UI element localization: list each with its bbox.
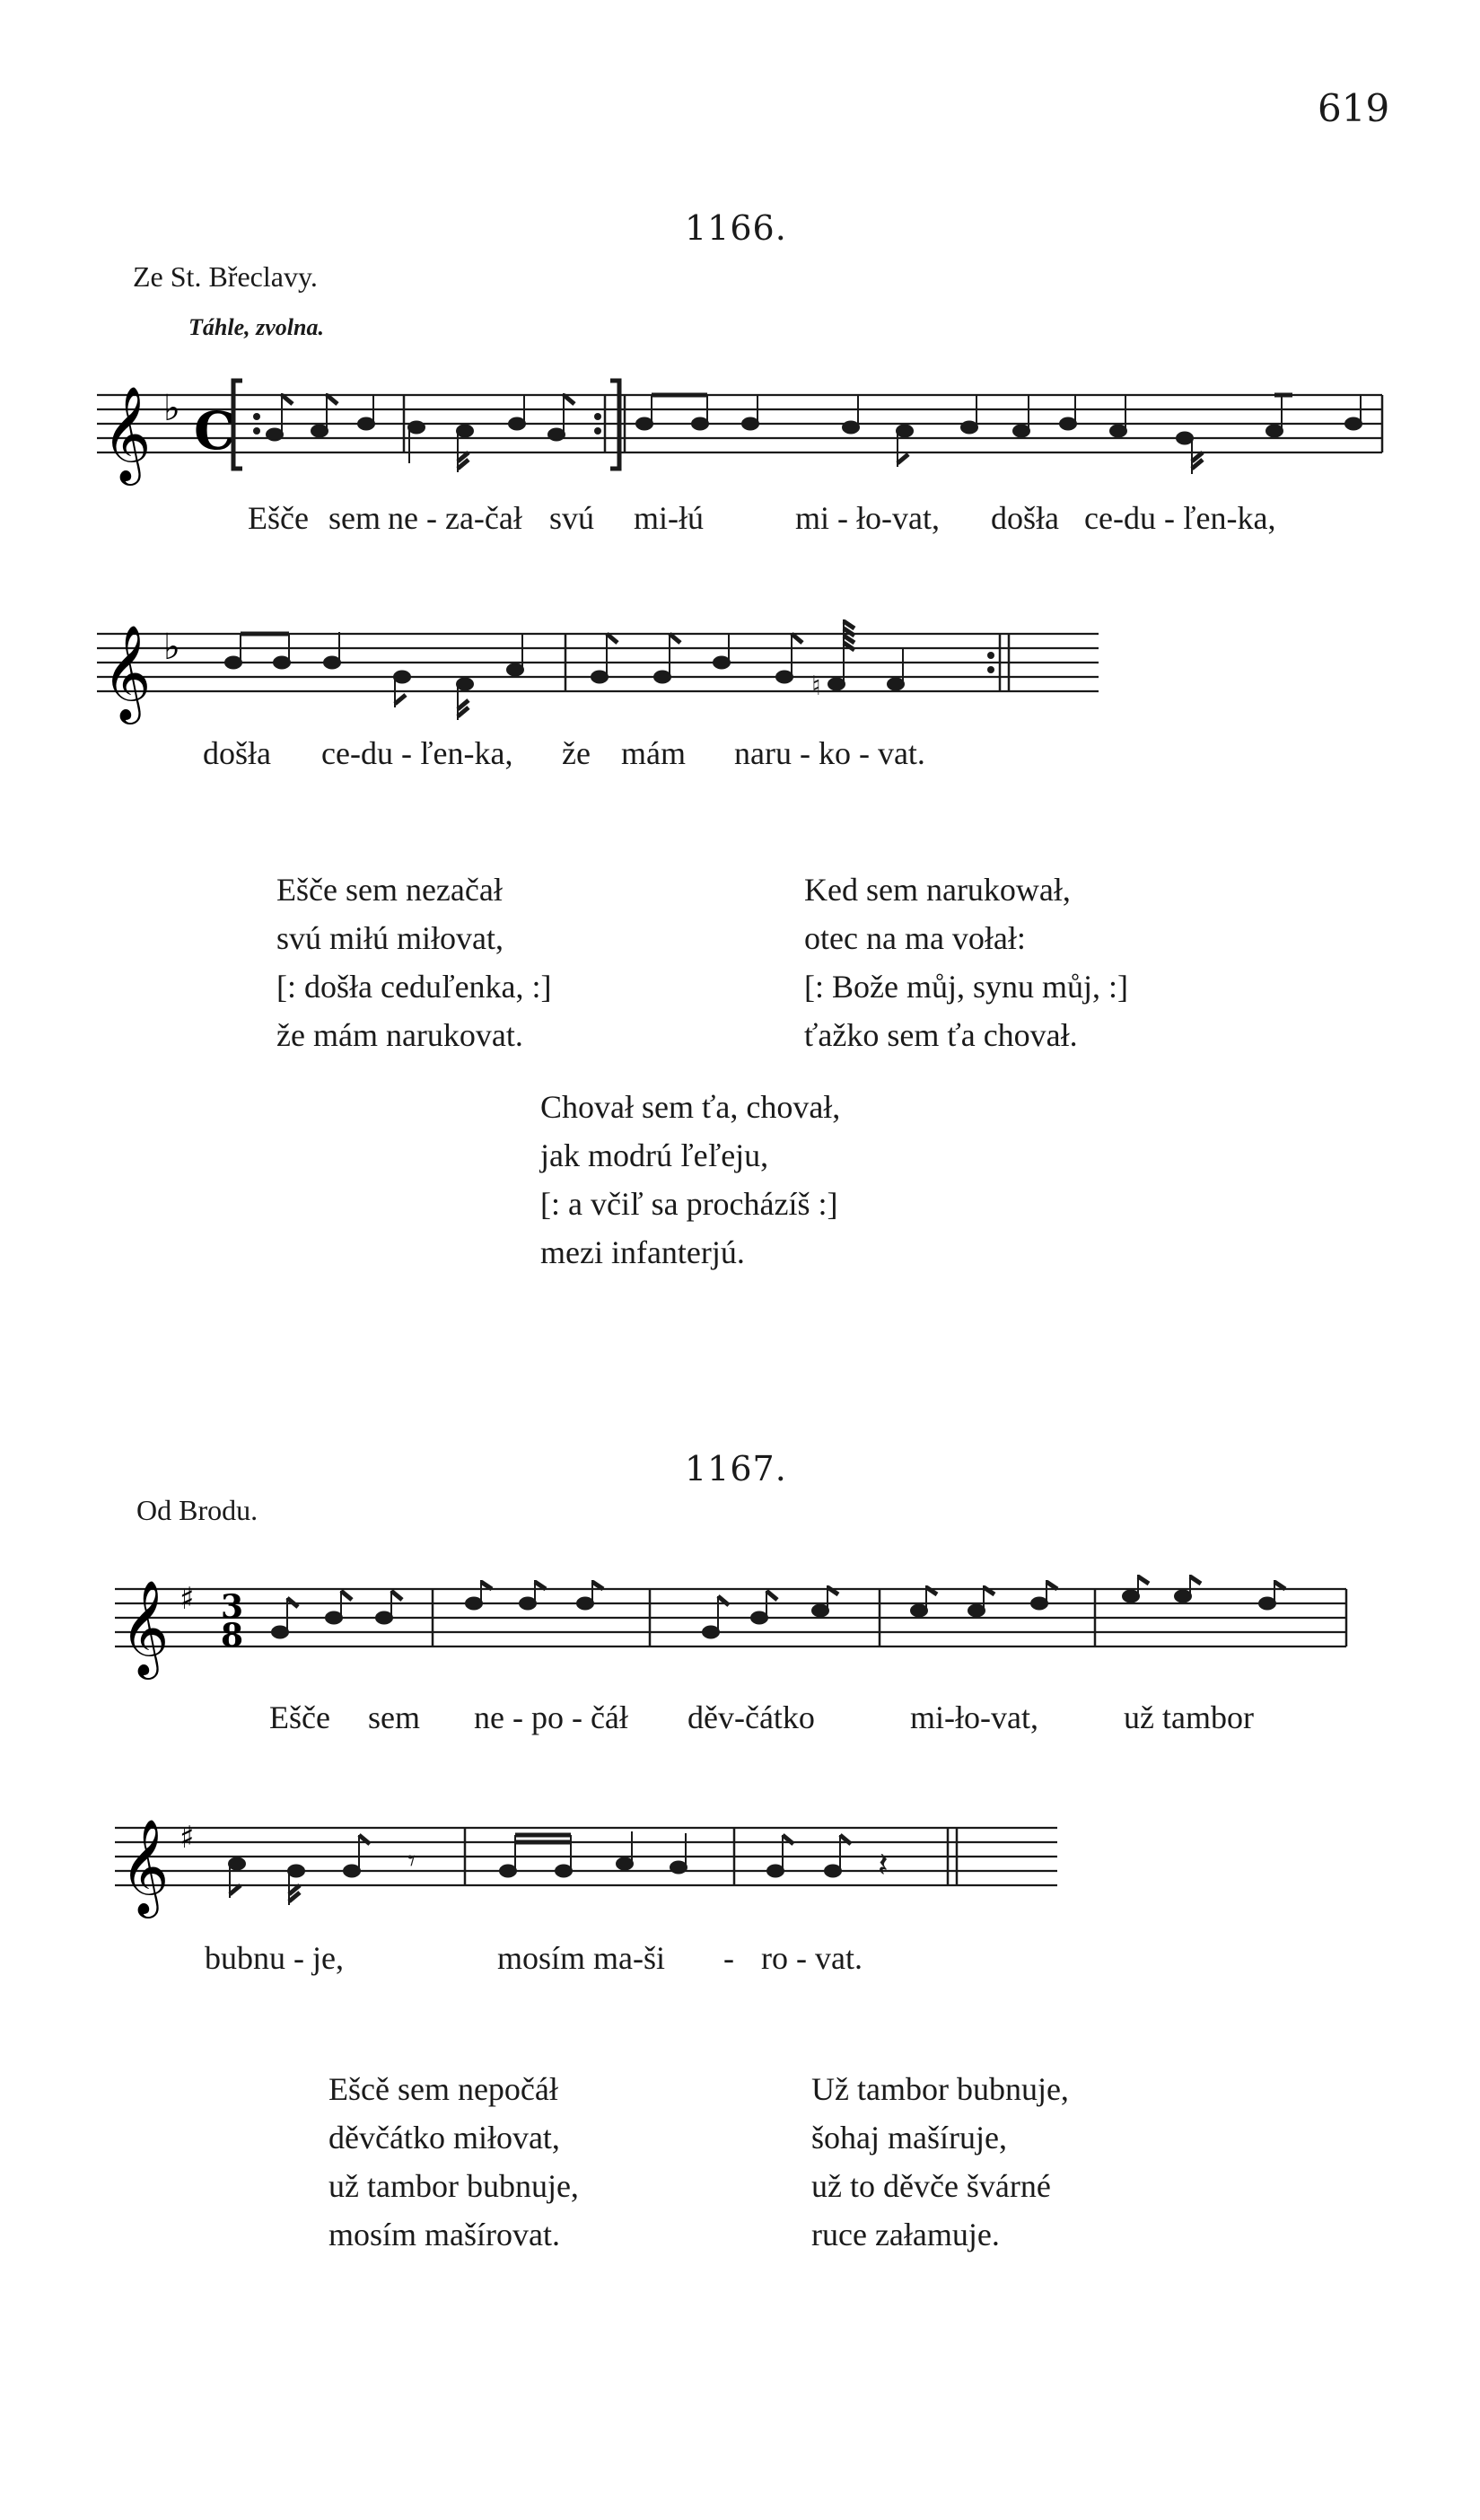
lyric-syllable: ro - vat. (761, 1940, 863, 1976)
stanza-line: už tambor bubnuje, (328, 2168, 579, 2204)
lyric-syllable: ce-du - ľen-ka, (321, 735, 513, 771)
treble-clef-icon (120, 1579, 169, 1680)
music-staff (97, 368, 1389, 503)
svg-text:♯: ♯ (180, 1820, 195, 1856)
stanza-line: Ešcě sem nepočáł (328, 2071, 558, 2107)
treble-clef-icon (120, 1818, 169, 1919)
tempo-marking: Táhle, zvolna. (188, 314, 324, 340)
stanza-line: [: Bože můj, synu můj, :] (804, 969, 1128, 1005)
svg-text:♭: ♭ (163, 627, 180, 668)
svg-text:𝄽: 𝄽 (878, 1845, 889, 1884)
natural-icon (811, 671, 821, 702)
lyric-syllable: Ešče (248, 500, 309, 536)
song-number: 1167. (685, 1449, 787, 1488)
svg-text:𝄞: 𝄞 (102, 624, 152, 720)
stanza (804, 865, 1128, 1059)
lyric-syllable: ce-du - ľen-ka, (1084, 500, 1276, 536)
svg-text:♮: ♮ (811, 671, 821, 702)
quarter-rest-icon (878, 1845, 889, 1884)
stanza (276, 865, 552, 1059)
svg-text:♯: ♯ (180, 1581, 195, 1617)
lyric-syllable: svú (549, 500, 595, 536)
stanza-line: ťažko sem ťa chovał. (804, 1017, 1078, 1053)
stanza (328, 2065, 579, 2259)
stanza-line: otec na ma vołał: (804, 920, 1026, 956)
page-number: 619 (1318, 86, 1390, 130)
svg-text:𝄞: 𝄞 (120, 1579, 170, 1675)
note-beams (282, 395, 1292, 469)
lyric-syllable: naru - ko - vat. (734, 735, 925, 771)
music-staff (115, 1562, 1353, 1697)
note-beams (230, 1835, 851, 1901)
stanza-line: Už tambor bubnuje, (811, 2071, 1069, 2107)
time-signature: C (194, 400, 236, 461)
lyric-syllable: sem (328, 500, 381, 536)
svg-text:𝄾: 𝄾 (407, 1843, 416, 1879)
lyric-syllable: došła (203, 735, 271, 771)
lyric-syllable: - (723, 1940, 734, 1976)
time-signature-bottom: 8 (221, 1617, 244, 1655)
stanza-line: mosím mašírovat. (328, 2217, 560, 2252)
stanza (811, 2065, 1069, 2259)
stanza-line: jak modrú ľeľeju, (540, 1137, 769, 1173)
stanza-line: Ked sem narukował, (804, 872, 1071, 908)
stanza (540, 1083, 840, 1277)
stanza-line: už to děvče švárné (811, 2168, 1051, 2204)
stanza-line: [: došła ceduľenka, :] (276, 969, 552, 1005)
stanza-line: mezi infanterjú. (540, 1234, 745, 1270)
note-group (272, 1575, 1275, 1638)
stanza-line: děvčátko miłovat, (328, 2120, 560, 2156)
lyric-syllable: děv-čátko (687, 1699, 815, 1735)
stanza-line: že mám narukovat. (276, 1017, 523, 1053)
stanza-line: Ešče sem nezačał (276, 872, 503, 908)
lyric-syllable: mám (621, 735, 686, 771)
music-staff (97, 607, 1102, 742)
svg-text:𝄞: 𝄞 (102, 385, 152, 481)
lyric-syllable: došła (991, 500, 1059, 536)
stanza-line: [: a včiľ sa procházíš :] (540, 1186, 838, 1222)
lyric-syllable: ne - po - čáł (474, 1699, 628, 1735)
treble-clef-icon (102, 385, 151, 486)
music-staff (115, 1801, 1066, 1936)
svg-text:♭: ♭ (163, 388, 180, 429)
sharp-icon (180, 1820, 194, 1856)
lyric-syllable: už tambor (1124, 1699, 1254, 1735)
song-number: 1166. (685, 208, 787, 248)
treble-clef-icon (102, 624, 151, 724)
flat-icon (163, 627, 180, 668)
lyric-syllable: mi-łú (634, 500, 704, 536)
lyric-syllable: mi-ło-vat, (910, 1699, 1038, 1735)
lyric-syllable: mi - ło-vat, (795, 500, 940, 536)
song-origin: Od Brodu. (136, 1494, 258, 1526)
stanza-line: ruce załamuje. (811, 2217, 1000, 2252)
sharp-icon (180, 1581, 194, 1617)
svg-text:𝄞: 𝄞 (120, 1818, 170, 1914)
stanza-line: šohaj mašíruje, (811, 2120, 1007, 2156)
flat-icon (163, 388, 180, 429)
lyric-syllable: ne - za-čał (388, 500, 522, 536)
stanza-line: Chovał sem ťa, chovał, (540, 1089, 841, 1125)
lyric-syllable: sem (368, 1699, 420, 1735)
lyric-syllable: bubnu - je, (205, 1940, 344, 1976)
time-signature-top: 3 (221, 1588, 244, 1626)
eighth-rest-icon (407, 1843, 416, 1879)
stanza-line: svú miłú miłovat, (276, 920, 504, 956)
lyric-syllable: že (562, 735, 591, 771)
lyric-syllable: mosím ma-ši (497, 1940, 665, 1976)
song-origin: Ze St. Břeclavy. (133, 260, 318, 293)
lyric-syllable: Ešče (269, 1699, 330, 1735)
